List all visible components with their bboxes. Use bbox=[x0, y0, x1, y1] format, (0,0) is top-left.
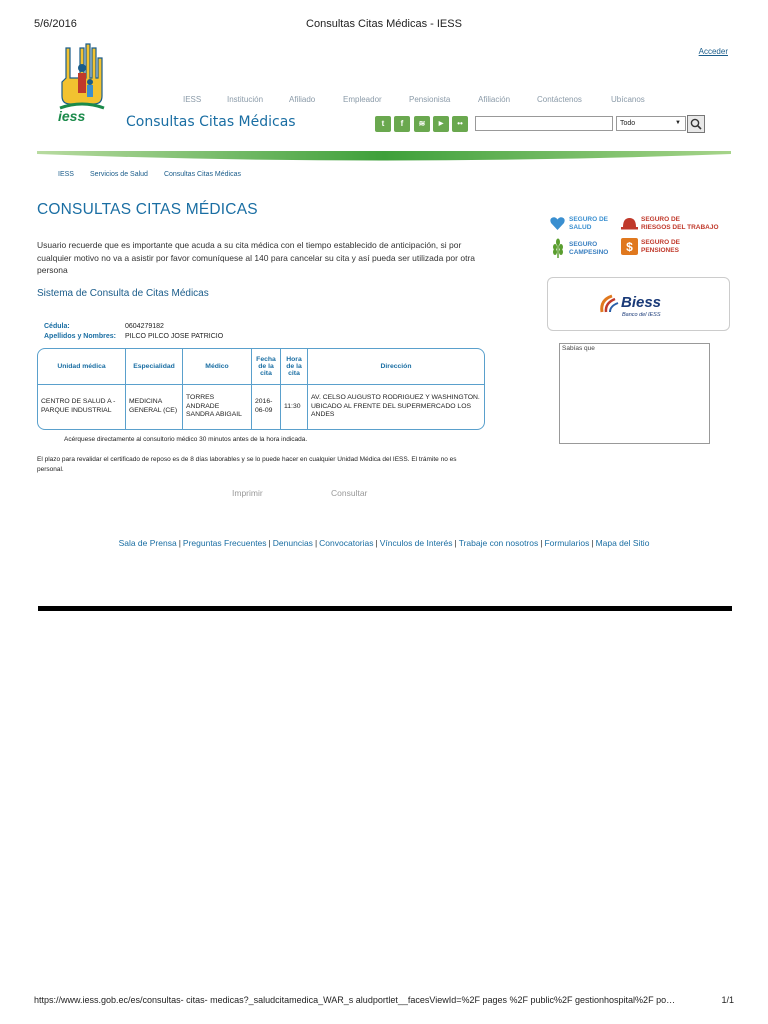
wheat-icon bbox=[551, 238, 565, 258]
footer-link-sala-prensa[interactable]: Sala de Prensa bbox=[118, 538, 177, 548]
cell-direccion: AV. CELSO AUGUSTO RODRIGUEZ Y WASHINGTON. UBICADO AL FRENTE DEL SUPERMERCADO LOS ANDES bbox=[311, 394, 480, 418]
svg-text:$: $ bbox=[626, 240, 633, 254]
col-header-especialidad: Especialidad bbox=[126, 349, 183, 384]
nav-item-ubicanos[interactable]: Ubícanos bbox=[611, 95, 645, 104]
rss-icon[interactable]: ≋ bbox=[414, 116, 430, 132]
heart-icon bbox=[549, 215, 566, 232]
nav-item-contactenos[interactable]: Contáctenos bbox=[537, 95, 582, 104]
segment-link-salud[interactable] bbox=[549, 214, 619, 234]
search-button[interactable] bbox=[687, 115, 705, 133]
nav-item-empleador[interactable]: Empleador bbox=[343, 95, 382, 104]
section-subtitle: Sistema de Consulta de Citas Médicas bbox=[37, 288, 209, 299]
name-value: PILCO PILCO JOSE PATRICIO bbox=[125, 333, 224, 340]
segment-link-pensiones[interactable] bbox=[621, 237, 721, 257]
col-header-medico: Médico bbox=[183, 349, 252, 384]
site-title: Consultas Citas Médicas bbox=[126, 114, 296, 130]
cell-especialidad: MEDICINA GENERAL (CE) bbox=[126, 384, 183, 429]
logo-text: iess bbox=[58, 108, 86, 124]
search-scope-select[interactable] bbox=[616, 116, 686, 131]
print-button[interactable]: Imprimir bbox=[232, 488, 263, 498]
col-header-direccion: Dirección bbox=[308, 349, 485, 384]
header-divider-band bbox=[37, 151, 731, 163]
certificate-note: El plazo para revalidar el certificado de reposo es de 8 días laborables y se lo puede hacer en cualquier Unidad Médica del IESS. El trámite no es personal. bbox=[37, 456, 457, 473]
sabias-que-box[interactable] bbox=[559, 343, 710, 444]
segment-label-campesino: SEGURO CAMPESINO bbox=[569, 241, 609, 256]
segment-label-riesgos: SEGURO DE RIESGOS DEL TRABAJO bbox=[641, 216, 719, 231]
col-header-fecha: Fecha de la cita bbox=[252, 349, 281, 384]
segment-label-pensiones: SEGURO DE PENSIONES bbox=[641, 239, 681, 254]
footer-divider bbox=[38, 606, 732, 611]
facebook-icon[interactable]: f bbox=[394, 116, 410, 132]
biess-tagline: Banco del IESS bbox=[622, 312, 661, 318]
sabias-que-label: Sabías que bbox=[562, 345, 595, 352]
footer-link-denuncias[interactable]: Denuncias bbox=[272, 538, 313, 548]
cedula-label: Cédula: bbox=[44, 323, 70, 330]
breadcrumb bbox=[58, 171, 241, 178]
footer-link-convocatorias[interactable]: Convocatorias bbox=[319, 538, 374, 548]
notice-text: Usuario recuerde que es importante que acuda a su cita médica con el tiempo establecido de anticipación, si por cualquier motivo no va a asistir por favor comuníquese al 140 para cancelar su cita y así pueda ser utilizada por otra persona bbox=[37, 240, 475, 275]
table-row bbox=[38, 384, 484, 429]
cell-fecha: 2016-06-09 bbox=[252, 384, 281, 429]
appointments-table bbox=[37, 348, 485, 430]
arrival-note: Acérquese directamente al consultorio médico 30 minutos antes de la hora indicada. bbox=[64, 436, 308, 443]
search-input[interactable] bbox=[475, 116, 613, 131]
cedula-value: 0604279182 bbox=[125, 323, 164, 330]
nav-item-iess[interactable]: IESS bbox=[183, 95, 202, 104]
breadcrumb-item-consultas[interactable]: Consultas Citas Médicas bbox=[163, 171, 241, 178]
nav-item-afiliacion[interactable]: Afiliación bbox=[478, 95, 511, 104]
nav-item-pensionista[interactable]: Pensionista bbox=[409, 95, 451, 104]
col-header-unidad: Unidad médica bbox=[38, 349, 126, 384]
print-page-number: 1/1 bbox=[721, 995, 734, 1005]
footer-link-trabaje[interactable]: Trabaje con nosotros bbox=[458, 538, 539, 548]
breadcrumb-item-iess[interactable]: IESS bbox=[58, 171, 74, 178]
cell-unidad: CENTRO DE SALUD A - PARQUE INDUSTRIAL bbox=[38, 384, 126, 429]
segment-label-salud: SEGURO DE SALUD bbox=[569, 216, 609, 231]
nav-item-institucion[interactable]: Institución bbox=[227, 95, 264, 104]
print-title: Consultas Citas Médicas - IESS bbox=[306, 18, 462, 30]
biess-logo-icon bbox=[598, 292, 620, 314]
cell-hora: 11:30 bbox=[281, 384, 308, 429]
nav-item-afiliado[interactable]: Afiliado bbox=[289, 95, 316, 104]
flickr-icon[interactable]: •• bbox=[452, 116, 468, 132]
cell-medico: TORRES ANDRADE SANDRA ABIGAIL bbox=[183, 384, 252, 429]
print-date: 5/6/2016 bbox=[34, 18, 77, 30]
pension-icon bbox=[621, 238, 638, 255]
footer-link-mapa[interactable]: Mapa del Sitio bbox=[595, 538, 650, 548]
segment-link-riesgos[interactable] bbox=[621, 214, 721, 234]
page-title: CONSULTAS CITAS MÉDICAS bbox=[37, 201, 258, 218]
breadcrumb-item-servicios[interactable]: Servicios de Salud bbox=[89, 171, 148, 178]
iess-logo[interactable] bbox=[56, 38, 108, 126]
footer-link-vinculos[interactable]: Vínculos de Interés bbox=[379, 538, 453, 548]
name-label: Apellidos y Nombres: bbox=[44, 333, 116, 340]
footer-links: Sala de Prensa | Preguntas Frecuentes | Denuncias | Convocatorias | Vínculos de Interés | Trabaje con nosotros | Formularios | Mapa del Sitio bbox=[118, 538, 650, 548]
footer-link-formularios[interactable]: Formularios bbox=[544, 538, 590, 548]
login-link[interactable]: Acceder bbox=[698, 47, 728, 56]
print-url: https://www.iess.gob.ec/es/consultas- citas- medicas?_saludcitamedica_WAR_s aludportlet__facesViewId=%2F pages %2F public%2F gestionhospital%2F po… bbox=[34, 995, 676, 1005]
biess-name: Biess bbox=[621, 294, 662, 311]
segment-link-campesino[interactable] bbox=[549, 237, 619, 259]
search-icon bbox=[688, 116, 704, 132]
footer-link-preguntas[interactable]: Preguntas Frecuentes bbox=[182, 538, 267, 548]
twitter-icon[interactable]: t bbox=[375, 116, 391, 132]
youtube-icon[interactable]: ▶ bbox=[433, 116, 449, 132]
consult-button[interactable]: Consultar bbox=[331, 488, 368, 498]
search-scope-value: Todo bbox=[620, 120, 636, 127]
helmet-icon bbox=[621, 215, 638, 232]
col-header-hora: Hora de la cita bbox=[281, 349, 308, 384]
biess-banner[interactable] bbox=[547, 277, 730, 331]
chevron-down-icon: ▼ bbox=[675, 120, 681, 126]
